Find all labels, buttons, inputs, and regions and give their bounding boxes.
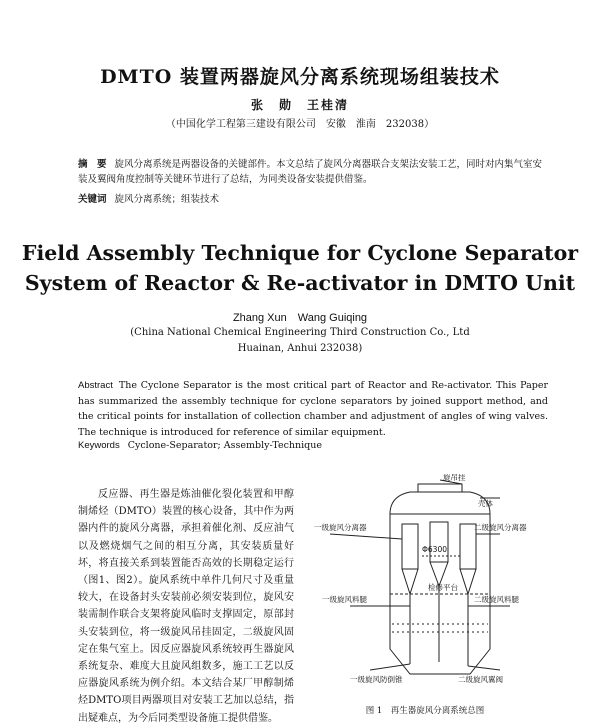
chinese-abstract-label: 摘 要 (78, 159, 107, 170)
label-first-valve: 一级旋风防倒锥 (350, 675, 403, 684)
english-keywords-label: Keywords (78, 440, 120, 451)
chinese-keywords (78, 191, 219, 205)
separator-diagram (310, 474, 540, 699)
label-first-stage: 一级旋风分离器 (314, 523, 367, 532)
label-first-dipleg: 一级旋风料腿 (322, 595, 367, 604)
first-stage-cyclone (402, 524, 418, 569)
english-title-line-2: System of Reactor & Re-activator in DMTO Unit (24, 271, 576, 295)
chinese-abstract-text: 旋风分离系统是两器设备的关键部件。本文总结了旋风分离器联合支架法安装工艺，同时对内集气室安装及翼阀角度控制等关键环节进行了总结，为同类设备安装提供借鉴。 (78, 159, 543, 185)
english-affiliation-line-1: (China National Chemical Engineering Third Construction Co., Ltd (130, 327, 470, 338)
english-abstract (78, 378, 548, 440)
label-second-valve: 二级旋风翼阀 (458, 675, 503, 684)
figure-caption: 图 1 再生器旋风分离系统总图 (365, 706, 485, 716)
english-title (0, 238, 600, 298)
chinese-keywords-label: 关键词 (78, 194, 107, 205)
label-platform: 检修平台 (428, 583, 458, 592)
english-affiliation (0, 325, 600, 357)
english-keywords-text: Cyclone-Separator; Assembly-Technique (127, 440, 323, 451)
label-second-stage: 二级旋风分离器 (474, 523, 527, 532)
english-abstract-text: The Cyclone Separator is the most critical part of Reactor and Re-activator. This Paper has summarized the assembly technique for cyclone separators by joined support method, and the critical points for installation of collection chamber and adjustment of angles of wing valves. The technique is introduced for reference of similar equipment. (78, 380, 548, 438)
label-second-dipleg: 二级旋风料腿 (474, 595, 519, 604)
chinese-affiliation: （中国化学工程第三建设有限公司 安徽 淮南 232038） (165, 119, 435, 130)
label-diameter: Φ6300 (422, 545, 447, 554)
english-affiliation-line-2: Huainan, Anhui 232038) (237, 343, 363, 354)
chinese-abstract (78, 157, 548, 187)
chinese-keywords-text: 旋风分离系统；组装技术 (114, 194, 220, 205)
chinese-authors: 张 勋 王桂清 (250, 98, 349, 112)
english-keywords (78, 440, 322, 451)
chinese-title: DMTO 装置两器旋风分离系统现场组装技术 (100, 66, 500, 88)
english-title-line-1: Field Assembly Technique for Cyclone Separator (21, 241, 579, 265)
label-plenum: 壳体 (478, 499, 493, 508)
english-authors: Zhang Xun Wang Guiqing (232, 312, 368, 324)
hanger-shape (418, 484, 462, 492)
label-hanger: 旋吊挂 (443, 474, 466, 482)
body-paragraph: 反应器、再生器是炼油催化裂化装置和甲醇制烯烃（DMTO）装置的核心设备，其中作为两器内件的旋风分离器，承担着催化剂、反应油气以及燃烧烟气之间的相互分离，其安装质量好坏，将直接关系到装置能否高效的长期稳定运行（图1、图2）。旋风系统中单件几何尺寸及重量较大，在设备封头安装前必须安装到位，旋风安装需制作联合支架将旋风临时支撑固定，原部封头安装到位，将一级旋风吊挂固定，二级旋风固定在集气室上。因反应器旋风系统较再生器旋风系统复杂、难度大且旋风组数多，施工工艺以反应器旋风系统为例介绍。本文结合某厂甲醇制烯烃DMTO项目两器项目对安装工艺加以总结，指出疑难点，为今后同类型设备施工提供借鉴。 (78, 489, 294, 724)
english-abstract-label: Abstract (78, 380, 113, 391)
